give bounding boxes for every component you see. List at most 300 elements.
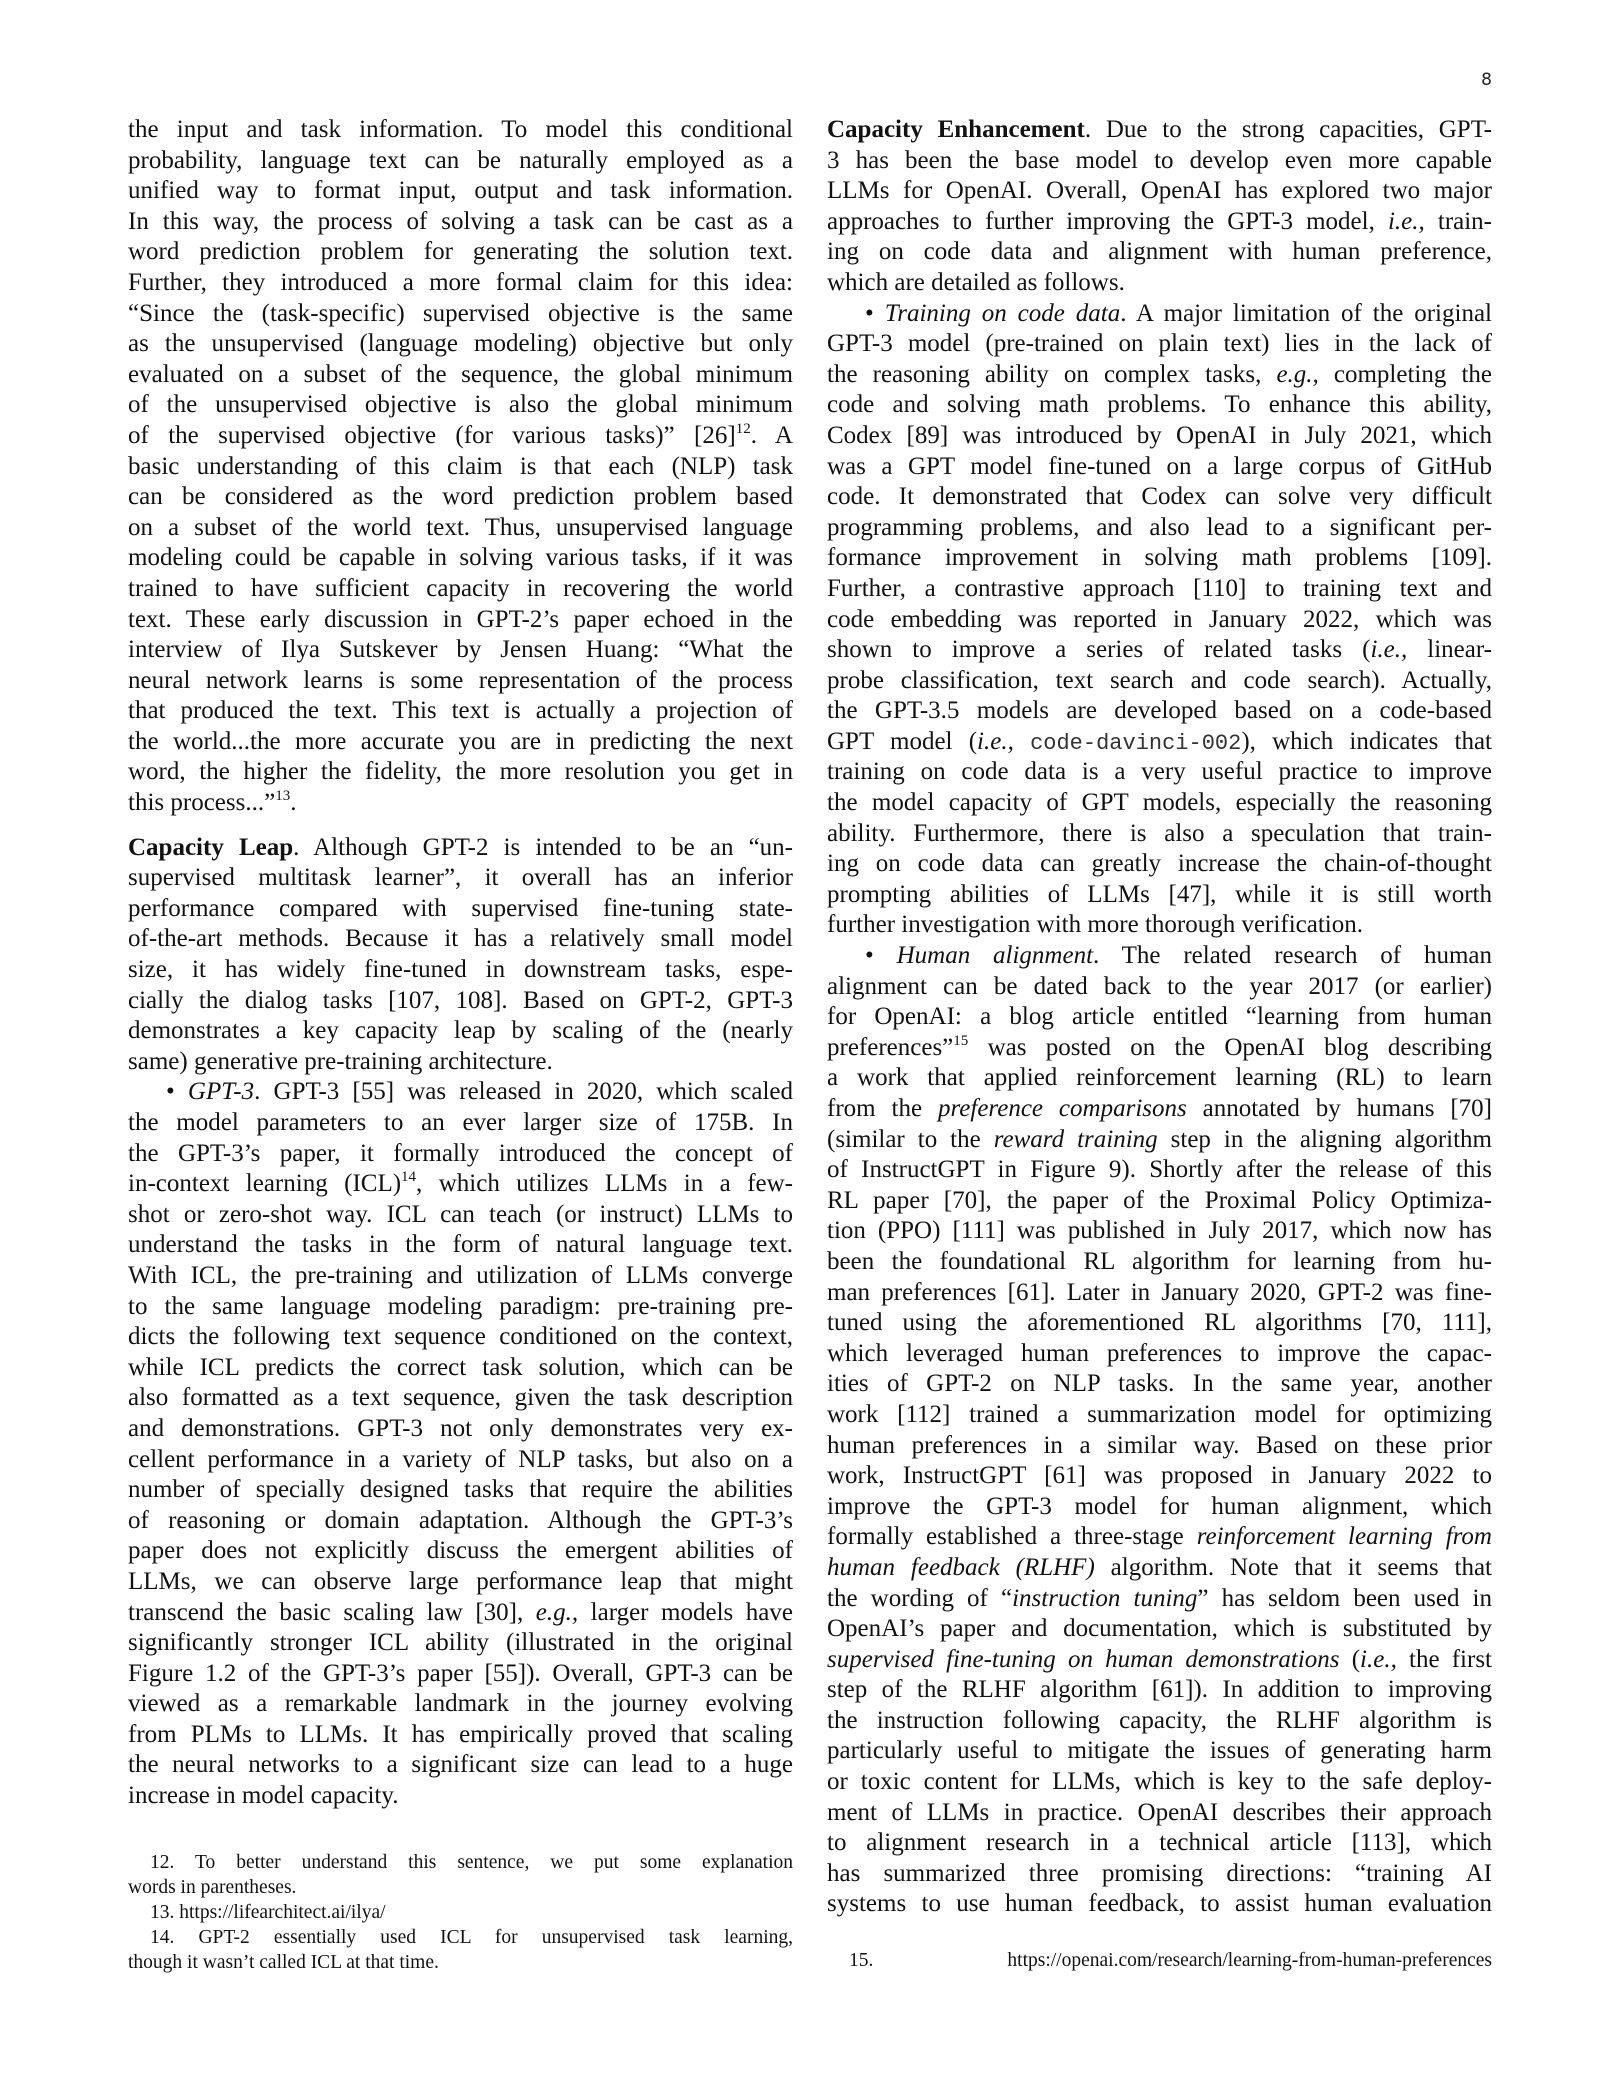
- text-line: [128, 924, 793, 955]
- text-line-content: [827, 1400, 1492, 1431]
- text-line-content: [128, 1475, 793, 1506]
- text-line-content: [827, 1461, 1492, 1492]
- text-line-content: [128, 176, 793, 207]
- text-run: preference comparisons: [937, 1095, 1187, 1122]
- text-line: [128, 1506, 793, 1537]
- text-run: code embedding was reported in January 2022, which was: [827, 605, 1492, 633]
- text-line: [128, 1200, 793, 1231]
- text-run: evaluated on a subset of the sequence, the global minimum: [128, 360, 793, 388]
- text-line-content: [827, 849, 1492, 880]
- footnote-text: 15. https://openai.com/research/learning-from-human-preferences: [849, 1950, 1492, 1971]
- text-line-content: [827, 543, 1492, 574]
- text-run: as the unsupervised (language modeling) objective but only: [128, 330, 793, 358]
- text-line: [128, 390, 793, 421]
- text-line: [128, 421, 793, 452]
- text-run: . The related research of human: [1093, 942, 1492, 970]
- text-line: [128, 1322, 793, 1353]
- text-line: [128, 115, 793, 146]
- text-run: code. It demonstrated that Codex can solve very difficult: [827, 483, 1492, 511]
- text-run: GPT-3: [187, 1078, 255, 1106]
- text-run: also formatted as a text sequence, given the task description: [128, 1384, 793, 1412]
- text-line-content: [827, 1522, 1492, 1553]
- text-run: code-davinci-002: [1030, 730, 1242, 756]
- text-run: same) generative pre-training architecture.: [128, 1047, 553, 1075]
- text-run: to the same language modeling paradigm: pre-training pre-: [128, 1292, 793, 1320]
- text-run: GPT model (: [827, 727, 978, 755]
- text-line-content: [827, 635, 1492, 666]
- text-run: [1014, 728, 1030, 755]
- text-line: [128, 833, 793, 864]
- text-line-content: [128, 1353, 793, 1384]
- text-line-content: [128, 1628, 793, 1659]
- text-line-content: [128, 757, 793, 788]
- text-run: shot or zero-shot way. ICL can teach (or instruct) LLMs to: [128, 1200, 793, 1228]
- footnote-text: though it wasn’t called ICL at that time.: [128, 1952, 439, 1973]
- text-line: [827, 757, 1492, 788]
- text-run: Codex [89] was introduced by OpenAI in July 2021, which: [827, 421, 1492, 449]
- text-run: of the supervised objective (for various tasks)” [26]: [128, 421, 736, 449]
- text-line: [827, 237, 1492, 268]
- text-line-content: [128, 1567, 793, 1598]
- text-run: work [112] trained a summarization model for optimizing: [827, 1400, 1492, 1428]
- text-run: larger models have: [578, 1598, 793, 1626]
- footnote-text: 14. GPT-2 essentially used ICL for unsupervised task learning,: [150, 1927, 793, 1948]
- text-run: . A major limitation of the original: [1120, 299, 1492, 327]
- text-run: alignment can be dated back to the year 2017 (or earlier): [827, 972, 1492, 1000]
- text-line-content: [128, 1750, 793, 1781]
- text-run: of the unsupervised objective is also the global minimum: [128, 391, 793, 419]
- text-line: [827, 1492, 1492, 1523]
- text-run: . A: [750, 421, 793, 449]
- text-line-content: [128, 863, 793, 894]
- text-run: preferences”: [827, 1033, 954, 1061]
- text-line: [827, 1798, 1492, 1829]
- text-run: on a subset of the world text. Thus, unsupervised language: [128, 513, 793, 541]
- text-line: [827, 421, 1492, 452]
- text-line-content: [827, 880, 1492, 911]
- text-run: while ICL predicts the correct task solution, which can be: [128, 1353, 793, 1381]
- text-line: [827, 1553, 1492, 1584]
- text-line: [128, 696, 793, 727]
- text-run: the input and task information. To model this conditional: [128, 116, 793, 143]
- text-line-content: [128, 635, 793, 666]
- footnote-line: [128, 1925, 793, 1950]
- footnote-marker: 13: [275, 788, 291, 805]
- text-line: [128, 1720, 793, 1751]
- text-run: human preferences in a similar way. Based on these prior: [827, 1431, 1492, 1459]
- text-line: [128, 329, 793, 360]
- text-line-content: [166, 1077, 793, 1108]
- text-line: [827, 574, 1492, 605]
- text-run: •: [166, 1078, 188, 1106]
- text-line-content: [827, 176, 1492, 207]
- text-run: e.g.,: [535, 1598, 579, 1626]
- text-line-content: [128, 452, 793, 483]
- text-run: RL paper [70], the paper of the Proximal Policy Optimiza-: [827, 1186, 1492, 1214]
- text-run: Further, a contrastive approach [110] to training text and: [827, 574, 1492, 602]
- text-line-content: [827, 1553, 1492, 1584]
- text-run: ability. Furthermore, there is also a speculation that train-: [827, 819, 1492, 847]
- text-run: Training on code data: [884, 299, 1121, 327]
- text-run: the world...the more accurate you are in predicting the next: [128, 727, 793, 755]
- text-run: dicts the following text sequence conditioned on the context,: [128, 1323, 793, 1351]
- text-line: [827, 146, 1492, 177]
- footnote-marker: 15: [953, 1032, 969, 1049]
- text-line: [128, 268, 793, 299]
- text-run: that produced the text. This text is actually a projection of: [128, 697, 793, 725]
- text-run: formance improvement in solving math problems [109].: [827, 544, 1492, 572]
- text-line-content: [827, 1675, 1492, 1706]
- text-line: [128, 452, 793, 483]
- text-line-content: [128, 833, 793, 864]
- text-run: human feedback (RLHF): [827, 1553, 1095, 1581]
- text-line: [128, 727, 793, 758]
- text-run: •: [865, 942, 897, 970]
- text-run: LLMs, we can observe large performance leap that might: [128, 1567, 793, 1595]
- section-heading: Capacity Leap: [128, 833, 294, 861]
- text-run: step of the RLHF algorithm [61]). In addition to improving: [827, 1676, 1492, 1704]
- text-line: [128, 513, 793, 544]
- text-run: probability, language text can be naturally employed as a: [128, 146, 793, 174]
- text-run: from PLMs to LLMs. It has empirically proved that scaling: [128, 1720, 793, 1748]
- text-run: train-: [1424, 207, 1493, 235]
- text-line-content: [827, 819, 1492, 850]
- text-run: In this way, the process of solving a task can be cast as a: [128, 207, 793, 235]
- text-line: [827, 1461, 1492, 1492]
- text-line: [827, 1033, 1492, 1064]
- text-run: tion (PPO) [111] was published in July 2017, which now has: [827, 1217, 1492, 1245]
- text-line: [128, 1047, 793, 1078]
- text-line-content: [827, 1002, 1492, 1033]
- text-line-content: [827, 513, 1492, 544]
- text-line: [827, 1247, 1492, 1278]
- text-run: to alignment research in a technical article [113], which: [827, 1829, 1492, 1857]
- text-run: unified way to format input, output and task information.: [128, 177, 793, 205]
- text-line: [128, 1292, 793, 1323]
- text-line-content: [865, 299, 1492, 330]
- text-line-content: [827, 390, 1492, 421]
- text-run: demonstrates a key capacity leap by scaling of the (nearly: [128, 1017, 793, 1045]
- text-line: [827, 1431, 1492, 1462]
- text-line-content: [827, 115, 1492, 146]
- text-line-content: [128, 513, 793, 544]
- text-line-content: [827, 1431, 1492, 1462]
- text-line-content: [128, 955, 793, 986]
- text-line-content: [827, 1125, 1492, 1156]
- text-line-content: [827, 1706, 1492, 1737]
- text-run: was posted on the OpenAI blog describing: [968, 1033, 1492, 1061]
- text-run: man preferences [61]. Later in January 2020, GPT-2 was fine-: [827, 1278, 1492, 1306]
- text-line-content: [128, 360, 793, 391]
- text-run: number of specially designed tasks that require the abilities: [128, 1476, 793, 1504]
- text-line: [128, 146, 793, 177]
- text-line: [827, 1186, 1492, 1217]
- text-run: neural network learns is some representation of the process: [128, 666, 793, 694]
- text-line-content: [128, 1720, 793, 1751]
- text-line-content: [827, 1278, 1492, 1309]
- text-line: [827, 360, 1492, 391]
- text-line: [827, 727, 1492, 758]
- text-line-content: [827, 482, 1492, 513]
- text-run: i.e.,: [1387, 207, 1425, 235]
- text-run: the GPT-3’s paper, it formally introduced the concept of: [128, 1139, 793, 1167]
- text-line: [128, 176, 793, 207]
- text-line: [827, 207, 1492, 238]
- text-run: increase in model capacity.: [128, 1782, 399, 1810]
- text-line-content: [128, 1598, 793, 1629]
- text-line-content: [827, 1584, 1492, 1615]
- text-line-content: [128, 115, 793, 146]
- text-line: [827, 452, 1492, 483]
- text-line-content: [128, 1445, 793, 1476]
- text-run: instruction tuning: [1012, 1584, 1198, 1612]
- text-run: for OpenAI: a blog article entitled “learning from human: [827, 1003, 1492, 1031]
- text-line-content: [827, 1645, 1492, 1676]
- text-line: [128, 1598, 793, 1629]
- text-line: [128, 1414, 793, 1445]
- text-line: [827, 1094, 1492, 1125]
- text-line-content: [128, 1200, 793, 1231]
- text-run: LLMs for OpenAI. Overall, OpenAI has explored two major: [827, 177, 1492, 205]
- text-line-content: [827, 1308, 1492, 1339]
- text-run: was a GPT model fine-tuned on a large corpus of GitHub: [827, 452, 1492, 480]
- text-line: [128, 788, 793, 819]
- text-line: [827, 696, 1492, 727]
- text-run: the reasoning ability on complex tasks,: [827, 360, 1277, 388]
- text-line-content: [827, 727, 1492, 760]
- text-line-content: [128, 1659, 793, 1690]
- text-line: [128, 666, 793, 697]
- text-run: Human alignment: [896, 942, 1094, 970]
- text-run: Figure 1.2 of the GPT-3’s paper [55]). Overall, GPT-3 can be: [128, 1659, 793, 1687]
- text-run: •: [865, 299, 885, 327]
- text-line-content: [827, 421, 1492, 452]
- text-line: [128, 955, 793, 986]
- text-line: [827, 1155, 1492, 1186]
- text-run: been the foundational RL algorithm for learning from hu-: [827, 1247, 1492, 1275]
- text-line: [128, 1016, 793, 1047]
- text-line-content: [128, 1261, 793, 1292]
- text-line: [128, 1781, 793, 1812]
- text-line-content: [128, 986, 793, 1017]
- text-run: the neural networks to a significant size can lead to a huge: [128, 1751, 793, 1779]
- text-run: work, InstructGPT [61] was proposed in January 2022 to: [827, 1462, 1492, 1490]
- text-line: [128, 1567, 793, 1598]
- text-run: text. These early discussion in GPT-2’s paper echoed in the: [128, 605, 793, 633]
- text-run: of-the-art methods. Because it has a relatively small model: [128, 925, 793, 953]
- text-run: OpenAI’s paper and documentation, which is substituted by: [827, 1615, 1492, 1643]
- text-line: [827, 788, 1492, 819]
- text-line: [128, 1353, 793, 1384]
- text-run: of InstructGPT in Figure 9). Shortly after the release of this: [827, 1156, 1492, 1184]
- text-line-content: [128, 1383, 793, 1414]
- text-line: [827, 605, 1492, 636]
- text-run: further investigation with more thorough verification.: [827, 911, 1363, 939]
- text-line-content: [128, 1506, 793, 1537]
- text-line-content: [128, 696, 793, 727]
- text-run: ing on code data can greatly increase the chain-of-thought: [827, 850, 1492, 878]
- text-line: [827, 543, 1492, 574]
- text-line-content: [827, 329, 1492, 360]
- text-line: [827, 482, 1492, 513]
- text-run: supervised fine-tuning on human demonstrations: [827, 1645, 1340, 1673]
- text-run: size, it has widely fine-tuned in downstream tasks, espe-: [128, 956, 793, 984]
- text-line-content: [128, 605, 793, 636]
- text-line-content: [128, 574, 793, 605]
- text-line-content: [128, 1292, 793, 1323]
- text-line: [128, 1108, 793, 1139]
- text-line-content: [827, 910, 1492, 941]
- text-run: systems to use human feedback, to assist human evaluation: [827, 1890, 1492, 1918]
- text-run: word prediction problem for generating the solution text.: [128, 238, 793, 266]
- footnote-line: [827, 1948, 1492, 1973]
- text-run: probe classification, text search and code search). Actually,: [827, 666, 1492, 694]
- text-line: [128, 1077, 793, 1108]
- text-line-content: [827, 207, 1492, 238]
- text-run: significantly stronger ICL ability (illustrated in the original: [128, 1629, 793, 1657]
- text-line-content: [128, 1016, 793, 1047]
- text-run: interview of Ilya Sutskever by Jensen Huang: “What the: [128, 636, 793, 664]
- text-line: [827, 1522, 1492, 1553]
- text-line-content: [827, 1216, 1492, 1247]
- text-run: (: [1339, 1645, 1361, 1673]
- text-line: [827, 1339, 1492, 1370]
- left-column: [128, 115, 793, 1812]
- text-run: ment of LLMs in practice. OpenAI describes their approach: [827, 1798, 1492, 1826]
- text-run: viewed as a remarkable landmark in the journey evolving: [128, 1690, 793, 1718]
- text-line: [128, 1475, 793, 1506]
- text-line-content: [827, 1155, 1492, 1186]
- text-run: or toxic content for LLMs, which is key to the safe deploy-: [827, 1768, 1492, 1796]
- text-run: a work that applied reinforcement learning (RL) to learn: [827, 1064, 1492, 1092]
- text-run: from the: [827, 1095, 938, 1122]
- text-line: [128, 1169, 793, 1200]
- text-line: [827, 1216, 1492, 1247]
- text-line: [128, 1139, 793, 1170]
- text-line: [128, 894, 793, 925]
- text-line: [128, 1445, 793, 1476]
- text-run: shown to improve a series of related tasks (: [827, 636, 1371, 664]
- text-run: tuned using the aforementioned RL algorithms [70, 111],: [827, 1309, 1492, 1337]
- text-line-content: [827, 360, 1492, 391]
- footnote-line: [128, 1950, 793, 1975]
- text-line: [128, 757, 793, 788]
- text-line: [128, 635, 793, 666]
- text-run: annotated by humans [70]: [1186, 1095, 1492, 1122]
- text-run: basic understanding of this claim is that each (NLP) task: [128, 452, 793, 480]
- text-line-content: [128, 482, 793, 513]
- text-line: [827, 880, 1492, 911]
- footnote-line: [128, 1875, 793, 1900]
- text-line-content: [827, 1094, 1492, 1125]
- footnote-line: [128, 1850, 793, 1875]
- text-run: of reasoning or domain adaptation. Although the GPT-3’s: [128, 1506, 793, 1534]
- text-line: [827, 1369, 1492, 1400]
- text-line: [827, 390, 1492, 421]
- text-line-content: [827, 1369, 1492, 1400]
- text-run: “Since the (task-specific) supervised objective is the same: [128, 299, 793, 327]
- text-run: reward training: [993, 1125, 1158, 1153]
- text-run: ing on code data and alignment with human preference,: [827, 238, 1492, 266]
- text-run: e.g.,: [1276, 360, 1319, 388]
- text-line: [827, 1675, 1492, 1706]
- text-line: [827, 1828, 1492, 1859]
- text-line-content: [827, 1186, 1492, 1217]
- text-run: cellent performance in a variety of NLP tasks, but also on a: [128, 1445, 793, 1473]
- text-run: algorithm. Note that it seems that: [1094, 1553, 1492, 1581]
- text-run: in-context learning (ICL): [128, 1170, 402, 1198]
- text-line-content: [128, 1322, 793, 1353]
- text-line-content: [128, 1689, 793, 1720]
- text-line-content: [128, 237, 793, 268]
- text-line-content: [128, 924, 793, 955]
- text-run: i.e.,: [1360, 1645, 1397, 1673]
- text-line: [827, 1400, 1492, 1431]
- text-line: [128, 1230, 793, 1261]
- text-line-content: [128, 1414, 793, 1445]
- text-run: approaches to further improving the GPT-3 model,: [827, 207, 1388, 235]
- text-line-content: [128, 390, 793, 421]
- text-run: 3 has been the base model to develop even more capable: [827, 146, 1492, 174]
- text-line-content: [827, 1339, 1492, 1370]
- text-run: can be considered as the word prediction problem based: [128, 483, 793, 511]
- text-line: [128, 1659, 793, 1690]
- text-line: [827, 1889, 1492, 1920]
- text-line: [827, 513, 1492, 544]
- text-line: [128, 605, 793, 636]
- text-line: [128, 1383, 793, 1414]
- footnotes-left: [128, 1850, 793, 1975]
- text-line-content: [827, 757, 1492, 788]
- text-line: [827, 1308, 1492, 1339]
- text-line: [827, 329, 1492, 360]
- text-line-content: [128, 1230, 793, 1261]
- text-line: [128, 1536, 793, 1567]
- text-line-content: [128, 1169, 793, 1203]
- text-line: [827, 819, 1492, 850]
- text-run: completing the: [1318, 360, 1492, 388]
- text-line: [128, 863, 793, 894]
- text-line-content: [128, 1536, 793, 1567]
- footnote-line: [128, 1900, 793, 1925]
- text-line: [827, 1859, 1492, 1890]
- text-run: the wording of “: [827, 1584, 1013, 1612]
- text-line-content: [128, 543, 793, 574]
- text-run: which leveraged human preferences to improve the capac-: [827, 1339, 1492, 1367]
- text-line-content: [128, 1047, 793, 1078]
- text-line: [827, 635, 1492, 666]
- text-run: transcend the basic scaling law [30],: [128, 1598, 536, 1626]
- text-line-content: [827, 1736, 1492, 1767]
- right-column: [827, 115, 1492, 1920]
- text-run: which are detailed as follows.: [827, 268, 1125, 296]
- text-line: [827, 666, 1492, 697]
- text-run: code and solving math problems. To enhance this ability,: [827, 391, 1492, 419]
- text-line-content: [827, 1767, 1492, 1798]
- text-line: [128, 543, 793, 574]
- text-line-content: [827, 666, 1492, 697]
- footnote-text: 12. To better understand this sentence, we put some explanation: [150, 1852, 793, 1873]
- text-line-content: [827, 696, 1492, 727]
- text-line-content: [128, 894, 793, 925]
- text-line: [128, 1750, 793, 1781]
- footnote-marker: 14: [401, 1169, 417, 1186]
- text-run: (similar to the: [827, 1125, 994, 1153]
- section-heading: Capacity Enhancement: [827, 116, 1085, 143]
- text-line-content: [827, 1063, 1492, 1094]
- text-line-content: [865, 941, 1492, 972]
- text-run: formally established a three-stage: [827, 1523, 1197, 1551]
